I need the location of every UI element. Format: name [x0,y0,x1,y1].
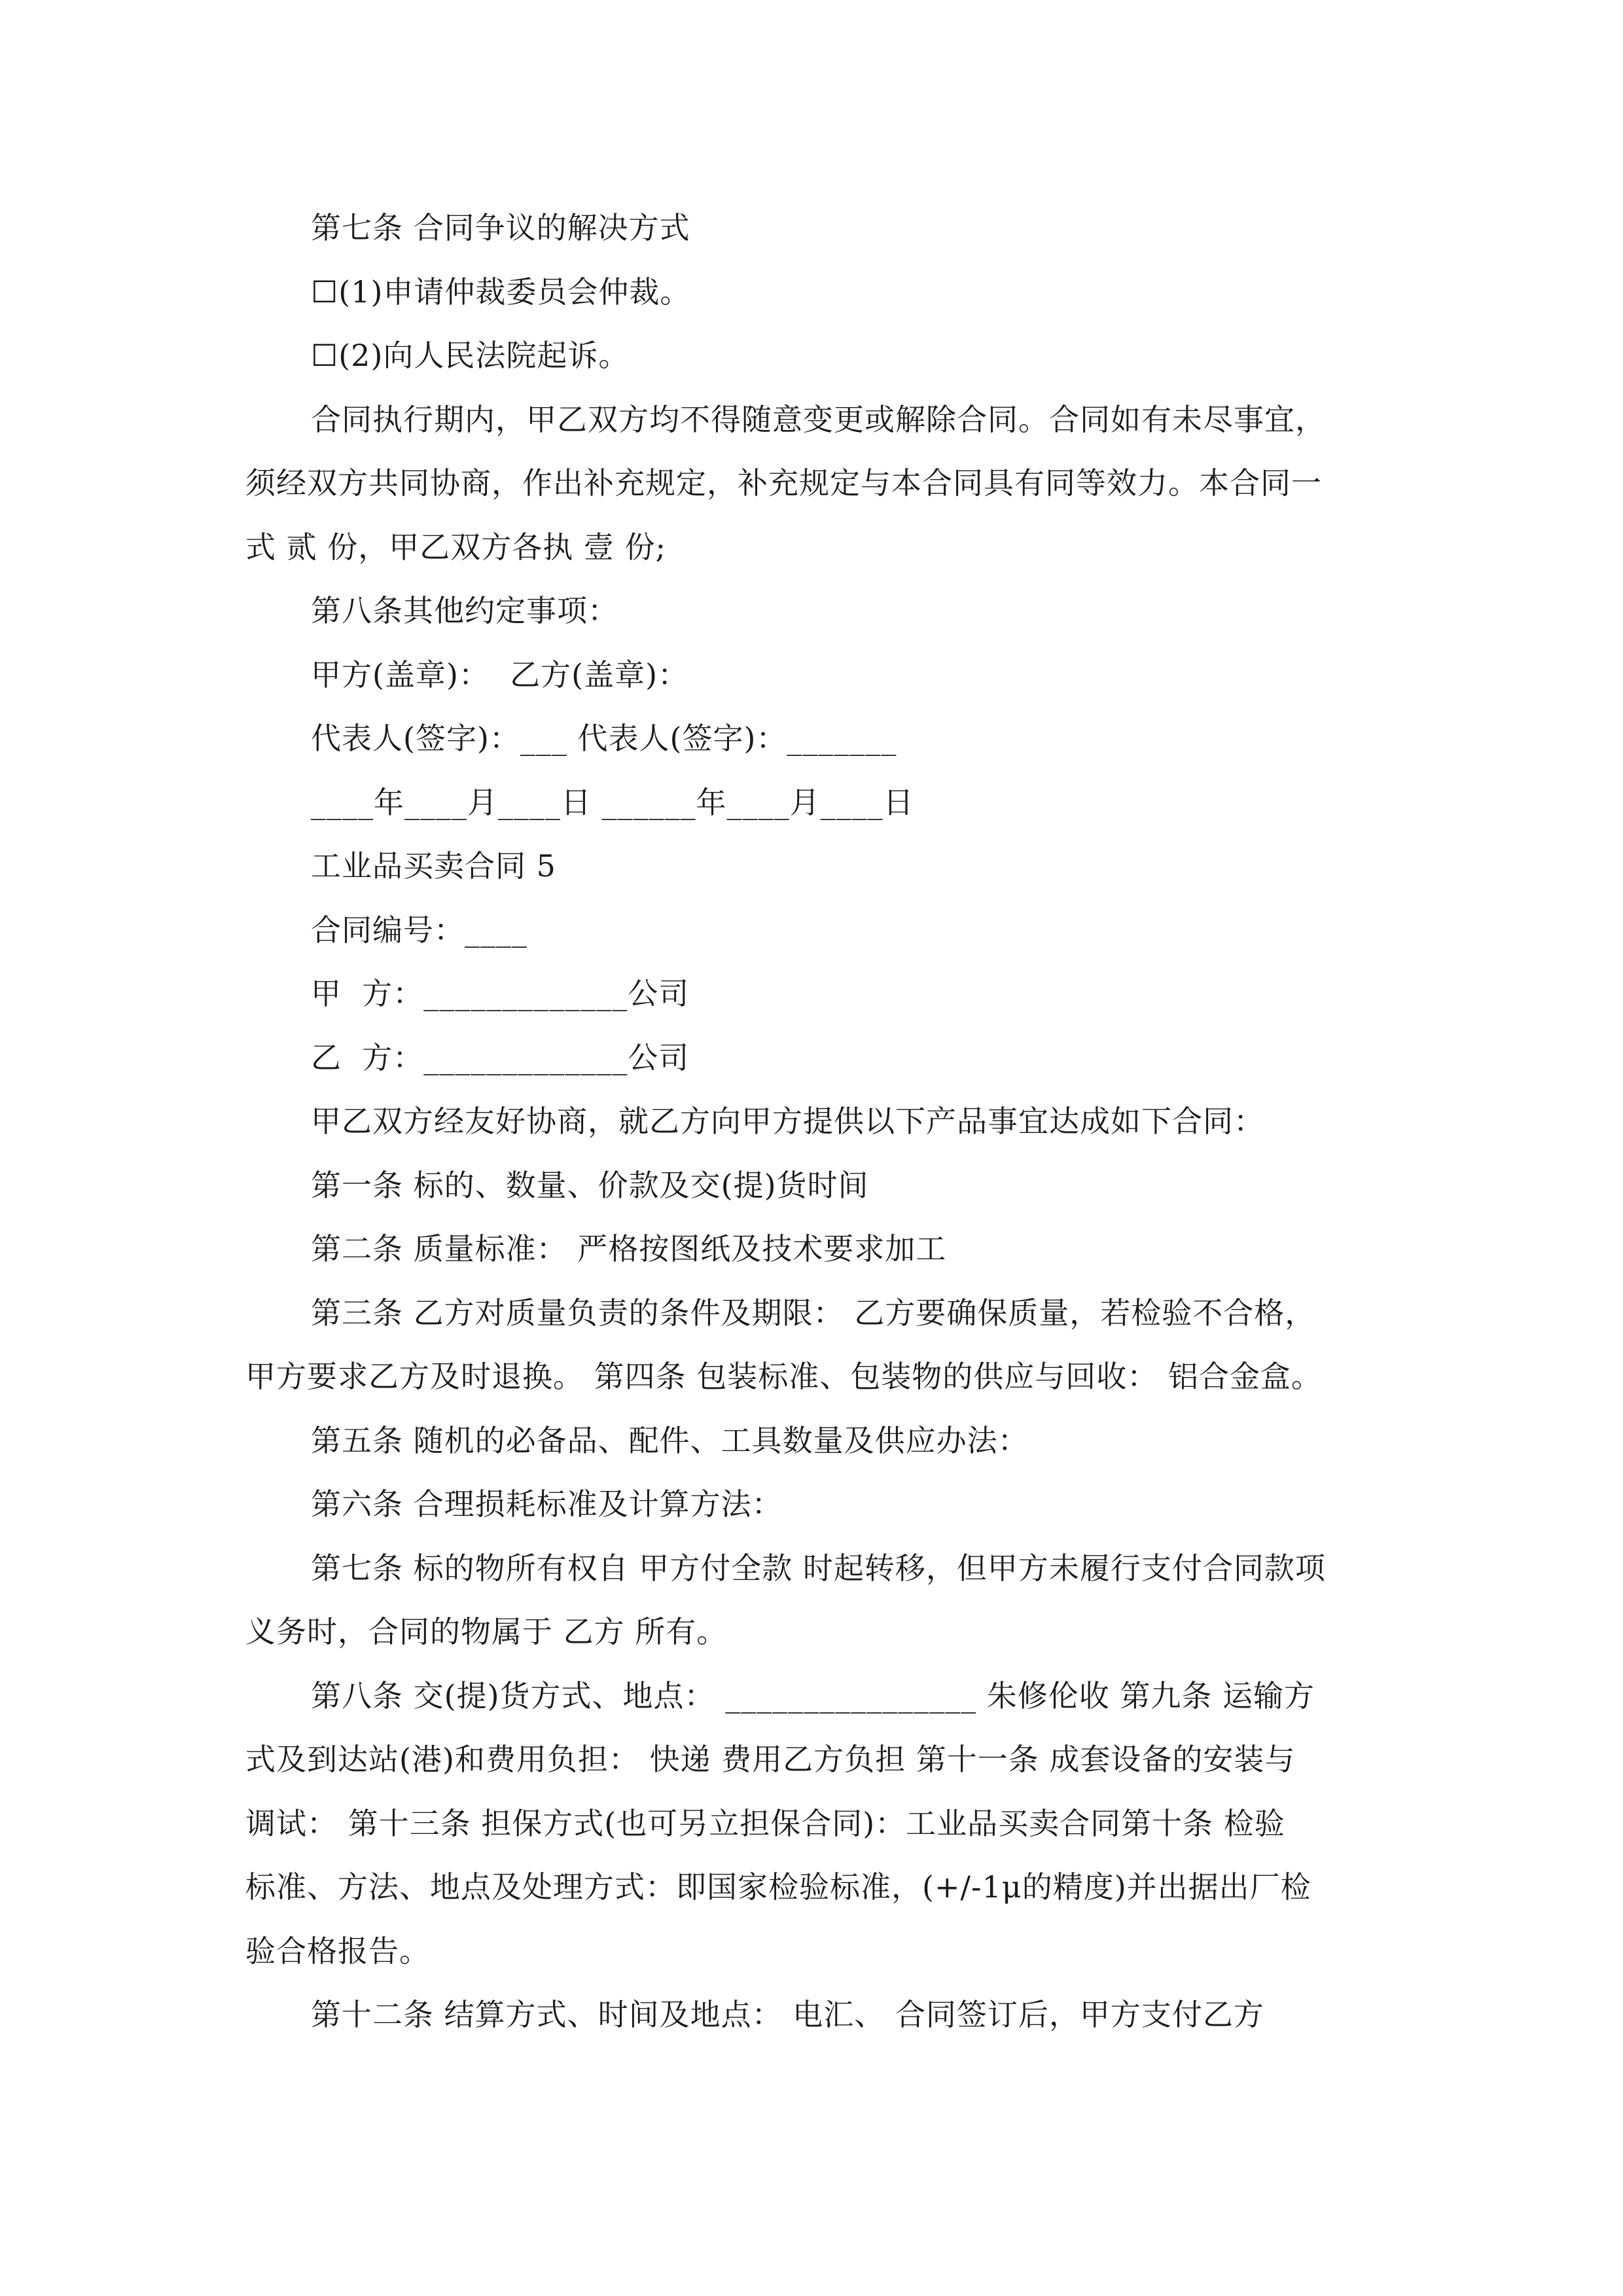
article-6: 第六条 合理损耗标准及计算方法： [311,1486,783,1522]
paragraph-line: 式及到达站(港)和费用负担： 快递 费用乙方负担 第十一条 成套设备的安装与 [245,1742,1296,1777]
paragraph-line: 式 贰 份，甲乙双方各执 壹 份; [245,529,666,565]
seal-line: 甲方(盖章)： 乙方(盖章)： [311,657,689,692]
article-3: 第三条 乙方对质量负责的条件及期限： 乙方要确保质量，若检验不合格， [311,1295,1316,1331]
paragraph-line: 义务时，合同的物属于 乙方 所有。 [245,1614,728,1649]
paragraph-line: 甲方要求乙方及时退换。 第四条 包装标准、包装物的供应与回收： 铝合金盒。 [245,1359,1322,1394]
article-8-delivery: 第八条 交(提)货方式、地点： ________________ 朱修伦收 第九条 运输方 [311,1678,1315,1713]
paragraph-line: 验合格报告。 [245,1933,430,1969]
preamble: 甲乙双方经友好协商，就乙方向甲方提供以下产品事宜达成如下合同： [311,1103,1264,1139]
article-8-other-heading: 第八条其他约定事项： [311,593,618,628]
article-5: 第五条 随机的必备品、配件、工具数量及供应办法： [311,1423,1029,1458]
option-court: ☐(2)向人民法院起诉。 [311,338,630,373]
paragraph-line: 标准、方法、地点及处理方式：即国家检验标准，(+/-1μ的精度)并出据出厂检 [245,1869,1311,1905]
contract-number: 合同编号：____ [311,912,527,948]
date-line: ____年____月____日 ______年____月____日 [311,785,914,820]
paragraph-line: 须经双方共同协商，作出补充规定，补充规定与本合同具有同等效力。本合同一 [245,465,1322,501]
article-1: 第一条 标的、数量、价款及交(提)货时间 [311,1168,869,1203]
article-12: 第十二条 结算方式、时间及地点： 电汇、 合同签订后，甲方支付乙方 [311,1997,1264,2032]
article-7-ownership: 第七条 标的物所有权自 甲方付全款 时起转移，但甲方未履行支付合同款项 [311,1551,1326,1586]
option-arbitration: ☐(1)申请仲裁委员会仲裁。 [311,274,691,310]
party-b: 乙 方：_____________公司 [311,1040,690,1075]
article-2: 第二条 质量标准： 严格按图纸及技术要求加工 [311,1231,947,1266]
signature-line: 代表人(签字)：___ 代表人(签字)：_______ [311,721,897,756]
party-a: 甲 方：_____________公司 [311,976,690,1011]
article-7-dispute-heading: 第七条 合同争议的解决方式 [311,210,690,245]
paragraph-line: 调试： 第十三条 担保方式(也可另立担保合同)：工业品买卖合同第十条 检验 [245,1806,1285,1841]
contract-title: 工业品买卖合同 5 [311,848,556,884]
paragraph-line: 合同执行期内，甲乙双方均不得随意变更或解除合同。合同如有未尽事宜， [311,402,1326,437]
